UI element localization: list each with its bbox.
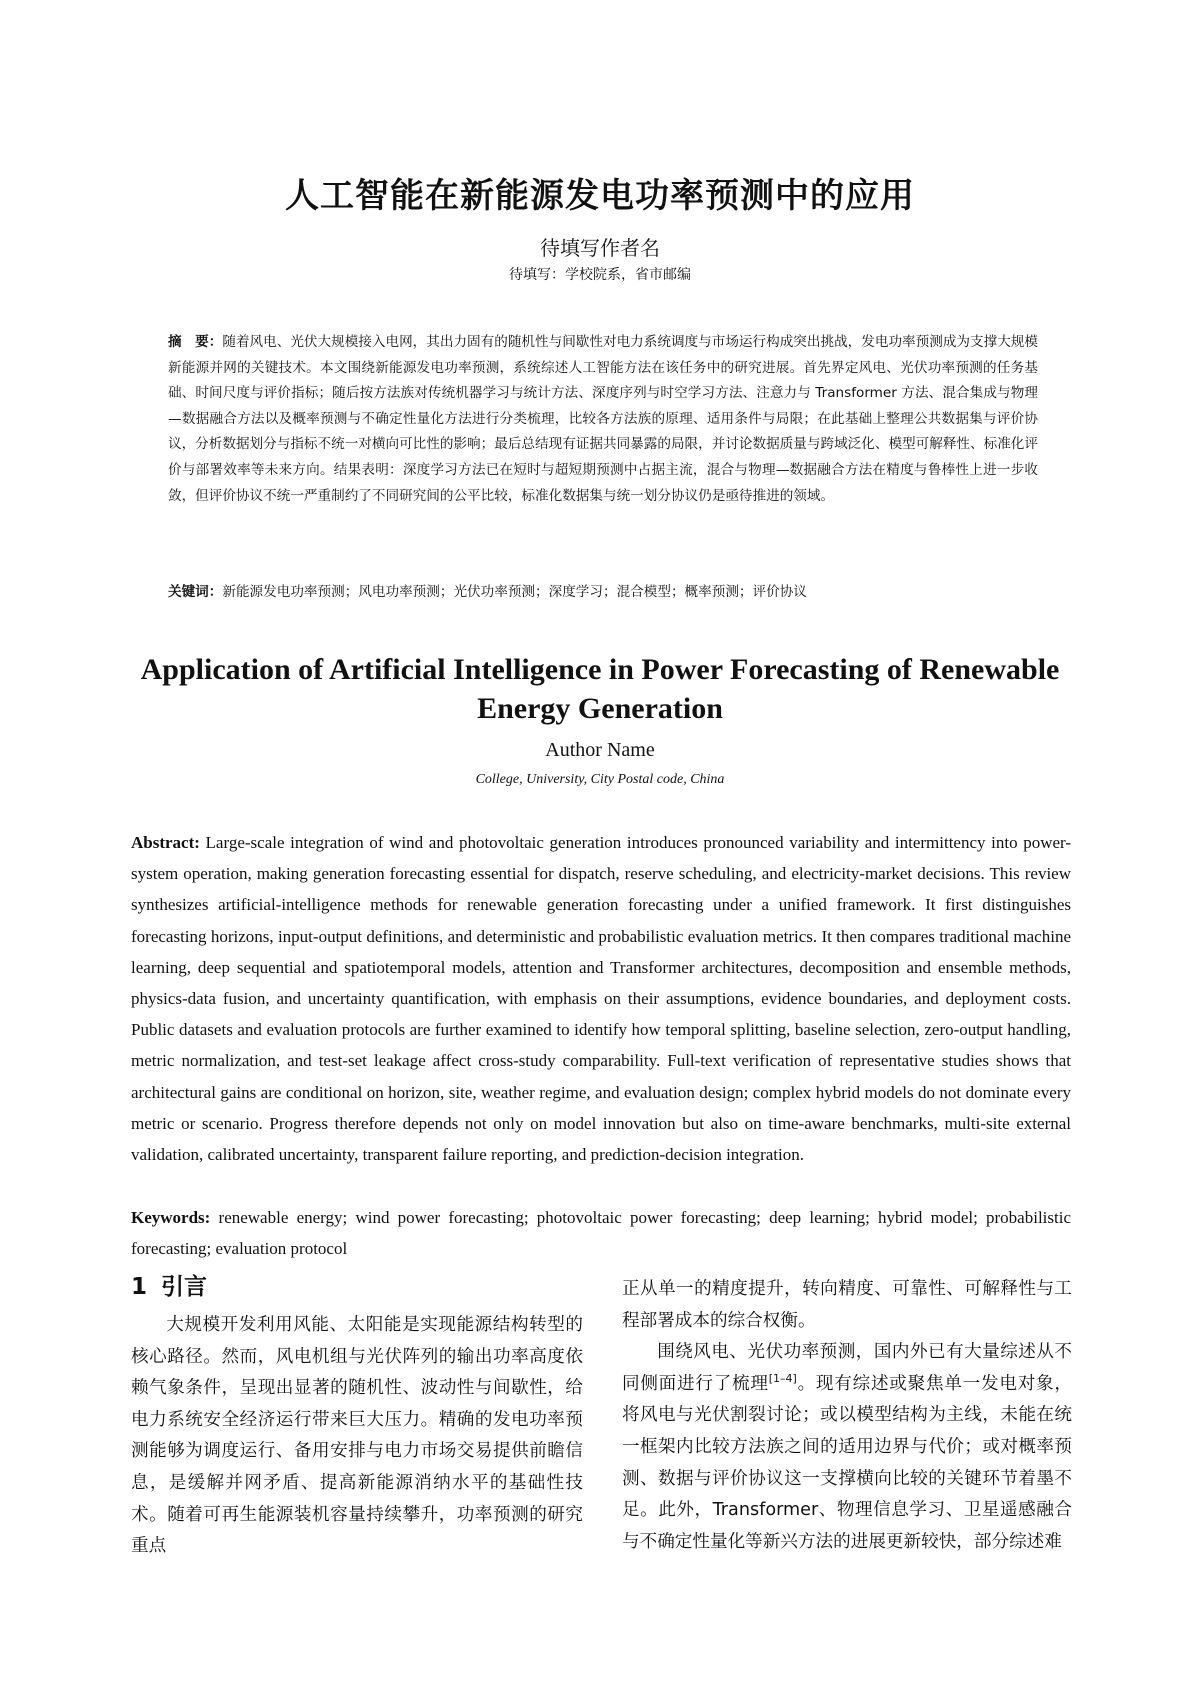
english-keywords-label: Keywords:: [131, 1208, 211, 1227]
english-abstract-text: Large-scale integration of wind and photovoltaic generation introduces pronounced variability and intermittency into power-system operation, making generation forecasting essential for dispatch, reserve scheduling, and electricity-market decisions. This review synthesizes artificial-intelligence methods for renewable generation forecasting under a unified framework. It first distinguishes forecasting horizons, input-output definitions, and deterministic and probabilistic evaluation metrics. It then compares traditional machine learning, deep sequential and spatiotemporal models, attention and Transformer architectures, decomposition and ensemble methods, physics-data fusion, and uncertainty quantification, with emphasis on their assumptions, evidence boundaries, and deployment costs. Public datasets and evaluation protocols are further examined to identify how temporal splitting, baseline selection, zero-output handling, metric normalization, and test-set leakage affect cross-study comparability. Full-text verification of representative studies shows that architectural gains are conditional on horizon, site, weather regime, and evaluation design; complex hybrid models do not dominate every metric or scenario. Progress therefore depends not only on model innovation but also on time-aware benchmarks, multi-site external validation, calibrated uncertainty, transparent failure reporting, and prediction-decision integration.: [131, 833, 1071, 1165]
english-keywords: [131, 1202, 1071, 1264]
intro-paragraph-2-text-a: 围绕风电、光伏功率预测，国内外已有大量综述从不同侧面进行了梳理: [622, 1342, 1072, 1394]
chinese-affiliation: 待填写：学校院系，省市邮编: [509, 267, 691, 283]
right-column: [622, 1274, 1072, 1558]
intro-paragraph-1-continued: 正从单一的精度提升，转向精度、可靠性、可解释性与工程部署成本的综合权衡。: [622, 1279, 1072, 1331]
section-number: 1: [131, 1274, 148, 1300]
chinese-keywords: [168, 581, 1038, 603]
chinese-author: 待填写作者名: [540, 236, 660, 260]
section-heading: [131, 1270, 583, 1304]
chinese-keywords-label: 关键词：: [168, 584, 223, 600]
intro-paragraph-2: [622, 1337, 1072, 1558]
english-title: Application of Artificial Intelligence in Power Forecasting of Renewable Energy Generation: [140, 653, 1060, 725]
chinese-abstract-text: 随着风电、光伏大规模接入电网，其出力固有的随机性与间歇性对电力系统调度与市场运行构成突出挑战，发电功率预测成为支撑大规模新能源并网的关键技术。本文围绕新能源发电功率预测，系统综述人工智能方法在该任务中的研究进展。首先界定风电、光伏功率预测的任务基础、时间尺度与评价指标；随后按方法族对传统机器学习与统计方法、深度序列与时空学习方法、注意力与 Transformer 方法、混合集成与物理—数据融合方法以及概率预测与不确定性量化方法进行分类梳理，比较各方法族的原理、适用条件与局限；在此基础上整理公共数据集与评价协议，分析数据划分与指标不统一对横向可比性的影响；最后总结现有证据共同暴露的局限，并讨论数据质量与跨域泛化、模型可解释性、标准化评价与部署效率等未来方向。结果表明：深度学习方法已在短时与超短期预测中占据主流，混合与物理—数据融合方法在精度与鲁棒性上进一步收敛，但评价协议不统一严重制约了不同研究间的公平比较，标准化数据集与统一划分协议仍是亟待推进的领域。: [168, 334, 1038, 504]
chinese-title: 人工智能在新能源发电功率预测中的应用: [285, 176, 915, 216]
english-abstract-label: Abstract:: [131, 833, 200, 852]
intro-paragraph-1: 大规模开发利用风能、太阳能是实现能源结构转型的核心路径。然而，风电机组与光伏阵列的输出功率高度依赖气象条件，呈现出显著的随机性、波动性与间歇性，给电力系统安全经济运行带来巨大压力。精确的发电功率预测能够为调度运行、备用安排与电力市场交易提供前瞻信息，是缓解并网矛盾、提高新能源消纳水平的基础性技术。随着可再生能源装机容量持续攀升，功率预测的研究重点: [131, 1315, 583, 1557]
chinese-abstract-label: 摘 要：: [168, 334, 223, 350]
english-affiliation: College, University, City Postal code, China: [475, 772, 725, 787]
citation-1-4[interactable]: [1–4]: [768, 1371, 797, 1385]
chinese-keywords-text: 新能源发电功率预测；风电功率预测；光伏功率预测；深度学习；混合模型；概率预测；评价协议: [222, 584, 807, 600]
intro-paragraph-2-text-b: 。现有综述或聚焦单一发电对象，将风电与光伏割裂讨论；或以模型结构为主线，未能在统一框架内比较方法族之间的适用边界与代价；或对概率预测、数据与评价协议这一支撑横向比较的关键环节着墨不足。此外，Transformer、物理信息学习、卫星遥感融合与不确定性量化等新兴方法的进展更新较快，部分综述难: [622, 1373, 1072, 1552]
chinese-abstract: [168, 330, 1038, 509]
section-title: 引言: [161, 1274, 208, 1300]
english-abstract: [131, 827, 1071, 1170]
english-keywords-text: renewable energy; wind power forecasting; photovoltaic power forecasting; deep learning; hybrid model; probabilistic forecasting; evaluation protocol: [131, 1208, 1071, 1258]
left-column: [131, 1270, 583, 1563]
english-author: Author Name: [545, 739, 655, 761]
